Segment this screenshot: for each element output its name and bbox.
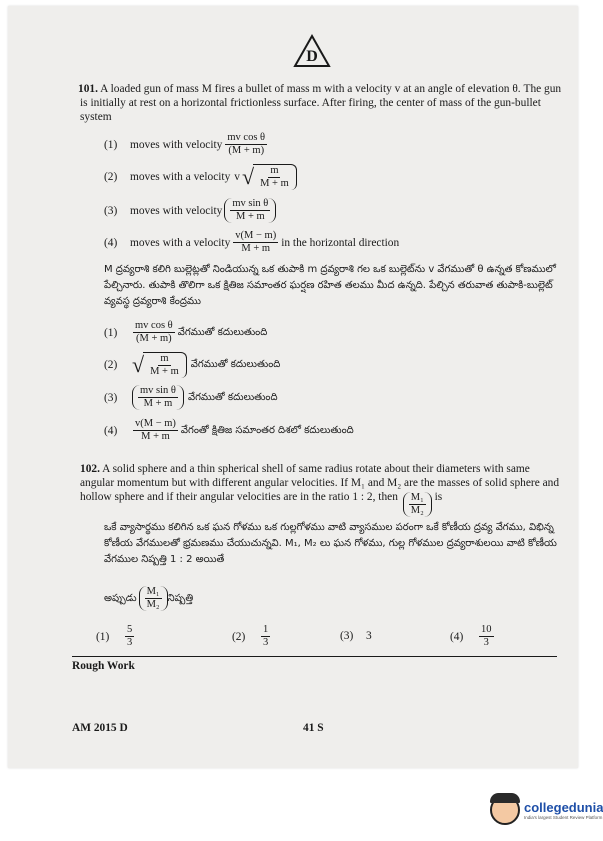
- q101-telugu-option-2: [104, 352, 280, 378]
- option-number: (1): [104, 138, 118, 151]
- parenthesized-fraction: [224, 198, 276, 223]
- option-value: 3: [366, 630, 372, 642]
- fraction-numerator: 10: [481, 624, 492, 635]
- fraction-denominator: M + m: [236, 211, 265, 222]
- exam-code: AM 2015 D: [72, 722, 128, 734]
- ratio-fraction: [409, 492, 426, 517]
- question-number: 102.: [80, 463, 100, 475]
- option-suffix: వేగముతో కదులుతుంది: [187, 391, 278, 403]
- option-fraction: [133, 418, 178, 443]
- option-suffix: వేగముతో కదులుతుంది: [177, 326, 268, 338]
- option-prefix: moves with velocity: [130, 204, 223, 217]
- option-number: (2): [232, 630, 246, 643]
- fraction-numerator: m: [270, 165, 279, 176]
- mascot-icon: [490, 795, 520, 825]
- option-fraction: [233, 230, 278, 255]
- option-number: (2): [104, 171, 118, 183]
- brand-tagline: India's largest Student Review Platform: [524, 815, 603, 820]
- fraction-numerator: v(M − m): [235, 230, 277, 241]
- question-102-text: [80, 462, 565, 517]
- fraction-denominator: (M + m): [136, 333, 172, 344]
- fraction-denominator: M₂: [146, 599, 160, 610]
- page-number: 41 S: [303, 722, 324, 734]
- parenthesized-ratio: [403, 492, 432, 517]
- q101-option-4: [104, 230, 399, 255]
- option-fraction: [225, 132, 267, 157]
- option-suffix: వేగముతో కదులుతుంది: [190, 359, 281, 370]
- fraction-denominator: M + m: [241, 243, 271, 254]
- parenthesized-ratio: [139, 586, 168, 611]
- option-number: (1): [104, 326, 118, 339]
- fraction-numerator: mv cos θ: [135, 320, 173, 331]
- option-number: (3): [104, 391, 118, 404]
- option-suffix: in the horizontal direction: [281, 236, 400, 249]
- q102-telugu-text: ఒకే వ్యాసార్థము కలిగిన ఒక ఘన గోళము ఒక గుల్లగోళము వాటి వ్యాసముల పరంగా ఒకే కోణీయ ద్రవ్య వేగము, విభిన్న కోణీయ వేగములతో భ్రమణము చేయుచున్నవి. M₁, M₂ లు ఘన గోళము, గుల్ల గోళముల ద్రవ్యరాశులయి వాటి కోణీయ వేగముల నిష్పత్తి 1 : 2 అయితే: [104, 522, 557, 565]
- fraction-denominator: 3: [127, 637, 133, 648]
- square-root: [242, 164, 297, 190]
- telugu-suffix: నిష్పత్తి: [167, 592, 194, 604]
- option-fraction: [133, 320, 175, 345]
- fraction-denominator: M + m: [141, 431, 170, 442]
- fraction-denominator: M + m: [260, 178, 289, 189]
- fraction-denominator: M + m: [143, 398, 173, 409]
- q101-telugu-option-1: [104, 320, 267, 345]
- fraction-numerator: M₁: [410, 492, 424, 503]
- radical-icon: √: [241, 164, 255, 189]
- option-fraction: [261, 624, 270, 649]
- question-stem: A loaded gun of mass M fires a bullet of mass m with a velocity v at an angle of elevation θ. The gun is initially at rest on a horizontal frictionless surface. After firing, the center of mass of the gun-bullet system: [80, 83, 562, 123]
- question-number: 101.: [78, 83, 98, 95]
- fraction-denominator: 3: [263, 637, 269, 648]
- q101-telugu-option-4: [104, 418, 354, 443]
- option-number: (4): [104, 236, 118, 249]
- fraction-numerator: m: [160, 353, 169, 364]
- triangle-icon: [293, 34, 331, 68]
- option-prefix: moves with a velocity: [130, 236, 231, 249]
- rough-work-label: Rough Work: [72, 660, 135, 672]
- q102-telugu-ending: [104, 586, 193, 611]
- q102-option-4: [450, 624, 497, 649]
- ratio-fraction: [145, 586, 162, 611]
- q102-option-1: [96, 624, 137, 649]
- brand-name: collegedunia: [524, 800, 603, 815]
- q101-telugu-text: M ద్రవ్యరాశి కలిగి బుల్లెట్లతో నిండియున్న ఒక తుపాకి m ద్రవ్యరాశి గల ఒక బుల్లెట్‌ను v వేగముతో θ ఉన్నత కోణములో పేల్చినారు. తుపాకి తొలిగా ఒక క్షితిజ సమాంతర ఘర్షణ రహిత తలము మీద ఉన్నది. పేల్చిన తరువాత తుపాకి-బుల్లెట్ వ్యవస్థ ద్రవ్యరాశి కేంద్రము: [104, 264, 556, 307]
- question-stem-end: is: [434, 491, 443, 503]
- fraction-numerator: v(M − m): [135, 418, 176, 429]
- option-fraction: [148, 353, 181, 378]
- option-number: (4): [450, 630, 464, 643]
- booklet-series-badge: [293, 34, 331, 73]
- option-fraction: [138, 385, 178, 410]
- option-fraction: [479, 624, 494, 649]
- question-stem: A solid sphere and a thin spherical shell of same radius rotate about their diameters with same angular momentum but with different angular velocities. If M₁ and M₂ are the masses of solid sphere and hollow sphere and if their angular velocities are in the ratio 1 : 2, then: [80, 463, 560, 503]
- option-number: (2): [104, 359, 118, 371]
- option-fraction: [258, 165, 291, 190]
- q101-telugu-option-3: [104, 385, 278, 410]
- fraction-denominator: M + m: [150, 366, 179, 377]
- radical-icon: √: [132, 352, 145, 377]
- q101-option-2: [104, 164, 297, 190]
- fraction-numerator: mv cos θ: [227, 132, 266, 143]
- fraction-numerator: 1: [263, 624, 269, 635]
- section-divider: [72, 656, 557, 657]
- fraction-denominator: 3: [483, 637, 489, 648]
- watermark-logo: [490, 795, 603, 825]
- fraction-numerator: M₁: [146, 586, 160, 597]
- option-prefix: moves with a velocity: [130, 171, 231, 183]
- option-fraction: [230, 198, 270, 223]
- option-fraction: [125, 624, 134, 649]
- square-root: [132, 352, 187, 378]
- option-prefix: moves with velocity: [130, 138, 223, 151]
- q102-option-3: [340, 630, 372, 642]
- option-number: (3): [340, 630, 354, 642]
- option-suffix: వేగంతో క్షితిజ సమాంతర దిశలో కదులుతుంది: [180, 424, 354, 436]
- option-number: (4): [104, 424, 118, 437]
- series-letter: D: [306, 48, 318, 65]
- fraction-denominator: M₂: [410, 505, 424, 516]
- option-number: (1): [96, 630, 110, 643]
- telugu-prefix: అప్పుడు: [104, 592, 137, 604]
- q102-option-2: [232, 624, 273, 649]
- parenthesized-fraction: [132, 385, 184, 410]
- q101-option-1: [104, 132, 270, 157]
- velocity-symbol: v: [234, 171, 240, 183]
- fraction-numerator: mv sin θ: [232, 198, 269, 209]
- fraction-numerator: 5: [127, 624, 133, 635]
- q101-option-3: [104, 198, 276, 223]
- option-number: (3): [104, 204, 118, 217]
- fraction-denominator: (M + m): [228, 145, 265, 156]
- question-101-text: [80, 82, 565, 124]
- fraction-numerator: mv sin θ: [140, 385, 176, 396]
